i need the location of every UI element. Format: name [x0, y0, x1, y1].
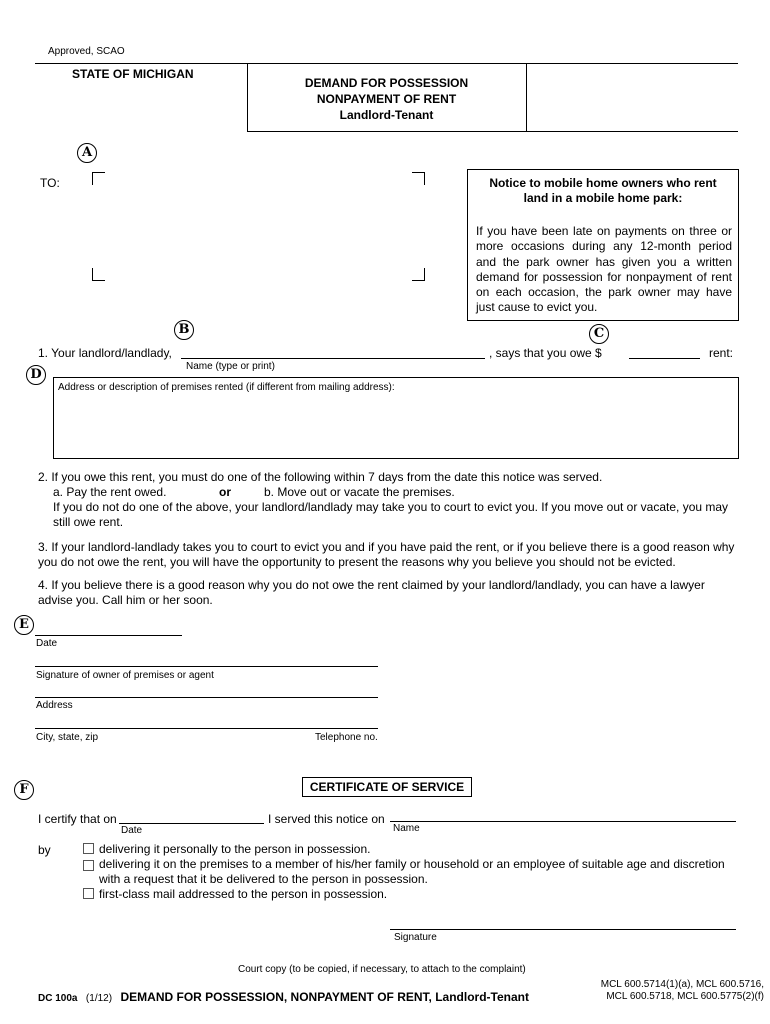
- marker-b: B: [174, 320, 194, 340]
- statute-line2: MCL 600.5718, MCL 600.5775(2)(f): [606, 991, 764, 1002]
- certificate-title: CERTIFICATE OF SERVICE: [302, 777, 472, 797]
- premises-address-box[interactable]: [53, 377, 739, 459]
- item2-option-b: b. Move out or vacate the premises.: [264, 485, 455, 499]
- statute-references: [560, 979, 764, 1003]
- mail-checkbox[interactable]: [83, 888, 94, 899]
- service-options: [83, 842, 743, 902]
- item2-option-a: a. Pay the rent owed.: [53, 485, 167, 499]
- marker-f: F: [14, 780, 34, 800]
- landlord-name-hint: Name (type or print): [186, 361, 275, 372]
- notice-title: Notice to mobile home owners who rent land in a mobile home park:: [489, 176, 717, 205]
- service-option-premises-text: delivering it on the premises to a member of his/her family or household or an employee of suitable age and discretion with a request that it be delivered to the person in possession.: [99, 857, 725, 886]
- served-text: I served this notice on: [268, 812, 385, 826]
- by-label: by: [38, 843, 51, 857]
- service-option-personal-text: delivering it personally to the person in possession.: [99, 842, 371, 856]
- court-copy-note: Court copy (to be copied, if necessary, to attach to the complaint): [238, 964, 526, 975]
- marker-d: D: [26, 365, 46, 385]
- form-revision-date: (1/12): [85, 993, 113, 1004]
- landlord-name-line[interactable]: [181, 358, 485, 359]
- premises-address-label: Address or description of premises rented (if different from mailing address):: [58, 382, 395, 393]
- personal-checkbox[interactable]: [83, 843, 94, 854]
- form-title-line1: DEMAND FOR POSSESSION: [304, 76, 469, 90]
- item4: 4. If you believe there is a good reason why you do not owe the rent claimed by your landlord/landlady, you can have a lawyer advise you. Call him or her soon.: [38, 578, 705, 607]
- certificate-signature-line[interactable]: [390, 929, 736, 930]
- form-title: [247, 75, 526, 123]
- to-label: TO:: [40, 176, 60, 190]
- item3: 3. If your landlord-landlady takes you to court to evict you and if you have paid the rent, or if you believe there is a good reason why you do not owe the rent, you will have the opportunity to present the reasons why you believe you should not be evicted.: [38, 540, 735, 569]
- form-title-line3: Landlord-Tenant: [339, 108, 434, 122]
- item1-label: 1. Your landlord/landlady,: [38, 346, 172, 360]
- city-label: City, state, zip: [36, 732, 99, 743]
- form-title-line2: NONPAYMENT OF RENT: [316, 92, 457, 106]
- approved-label: Approved, SCAO: [48, 46, 125, 57]
- rent-amount-line[interactable]: [629, 358, 700, 359]
- rent-label: rent:: [709, 346, 734, 360]
- header-top-rule: [35, 63, 738, 64]
- date-label: Date: [36, 638, 58, 649]
- item2-line1: 2. If you owe this rent, you must do one of the following within 7 days from the date this notice was served.: [38, 470, 603, 484]
- telephone-label: Telephone no.: [315, 732, 378, 743]
- marker-c: C: [589, 324, 609, 344]
- service-option-mail: [83, 887, 743, 902]
- served-name-hint: Name: [393, 823, 420, 834]
- address-label: Address: [36, 700, 73, 711]
- form-footer-id: [38, 988, 529, 1006]
- mobile-home-notice: [467, 169, 739, 321]
- served-name-line[interactable]: [390, 821, 736, 822]
- date-line[interactable]: [35, 635, 182, 636]
- service-date-hint: Date: [121, 825, 143, 836]
- to-corner-bl: [92, 268, 105, 281]
- address-line[interactable]: [35, 697, 378, 698]
- certificate-signature-label: Signature: [394, 932, 437, 943]
- header-bottom-rule: [247, 131, 738, 132]
- signature-line[interactable]: [35, 666, 378, 667]
- service-option-personal: [83, 842, 743, 857]
- form-footer-title: DEMAND FOR POSSESSION, NONPAYMENT OF RENT, Landlord-Tenant: [120, 990, 529, 1004]
- form-id: DC 100a: [38, 993, 78, 1004]
- item2-options: [38, 485, 738, 500]
- notice-body: If you have been late on payments on three or more occasions during any 12-month period and the park owner has given you a written demand for possession for nonpayment of rent on each occasion, the park owner may have just cause to evict you.: [476, 224, 732, 315]
- to-corner-br: [412, 268, 425, 281]
- item2-consequence: If you do not do one of the above, your landlord/landlady may take you to court to evict you. If you move out or vacate, you may still owe rent.: [53, 500, 729, 529]
- marker-e: E: [14, 615, 34, 635]
- premises-checkbox[interactable]: [83, 860, 94, 871]
- statute-line1: MCL 600.5714(1)(a), MCL 600.5716,: [600, 979, 764, 990]
- marker-a: A: [77, 143, 97, 163]
- item2: [38, 470, 738, 530]
- to-corner-tl: [92, 172, 105, 185]
- item2-or: or: [219, 485, 231, 499]
- to-corner-tr: [412, 172, 425, 185]
- state-name: STATE OF MICHIGAN: [72, 67, 194, 81]
- city-line[interactable]: [35, 728, 378, 729]
- signature-label: Signature of owner of premises or agent: [36, 670, 214, 681]
- service-option-mail-text: first-class mail addressed to the person in possession.: [99, 887, 388, 901]
- says-owe-text: , says that you owe $: [489, 346, 602, 360]
- service-option-premises: [83, 857, 743, 887]
- certify-text: I certify that on: [38, 812, 117, 826]
- service-date-line[interactable]: [119, 823, 264, 824]
- header-divider-right: [526, 63, 527, 131]
